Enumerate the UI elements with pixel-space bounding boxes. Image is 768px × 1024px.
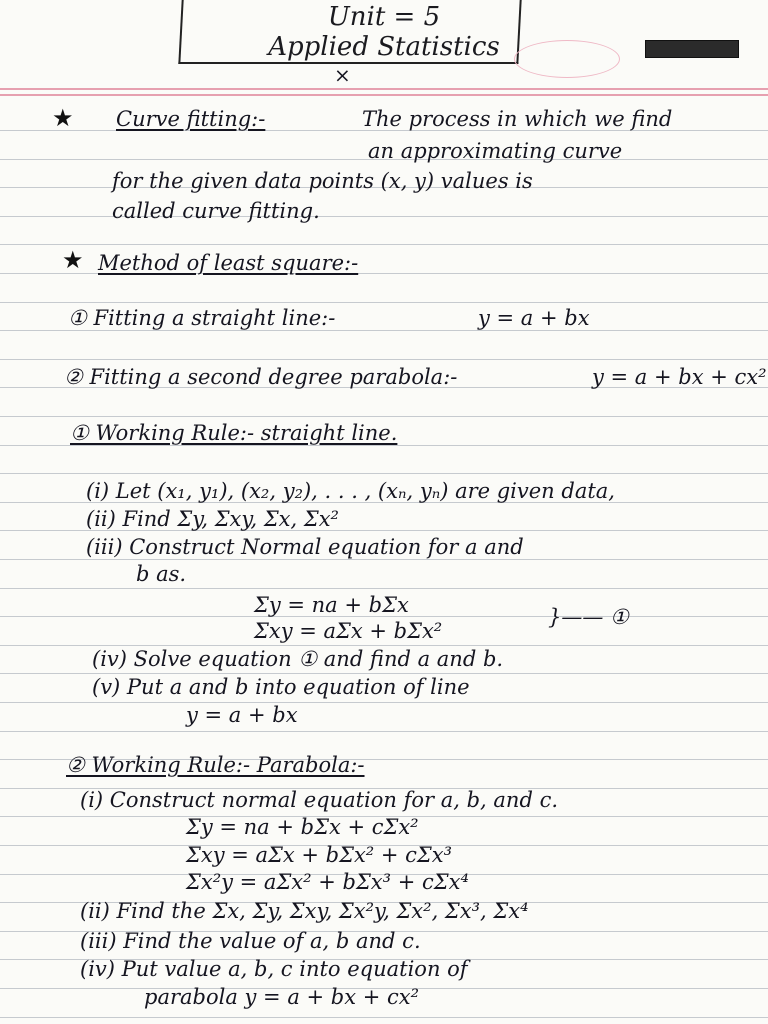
curve-fitting-line2: an approximating curve [368, 139, 623, 163]
curve-fitting-line4: called curve fitting. [112, 199, 320, 223]
method-item1-label: ① Fitting a straight line:- [68, 306, 336, 330]
rule1-step4: (iv) Solve equation ① and find a and b. [92, 647, 504, 671]
rule1-heading: ① Working Rule:- straight line. [70, 421, 398, 445]
margin-line [0, 94, 768, 96]
rule1-step5: (v) Put a and b into equation of line [92, 675, 470, 699]
curve-fitting-line1: The process in which we find [362, 107, 673, 131]
rule2-step4a: (iv) Put value a, b, c into equation of [80, 957, 468, 981]
curve-fitting-line3: for the given data points (x, y) values is [112, 169, 533, 193]
method-item2-label: ② Fitting a second degree parabola:- [64, 365, 458, 389]
ruled-line [0, 1017, 768, 1018]
method-item1-eq: y = a + bx [478, 306, 590, 330]
stamp-mark [514, 40, 620, 78]
ruled-line [0, 588, 768, 589]
rule2-step3: (iii) Find the value of a, b and c. [80, 929, 421, 953]
redacted-stamp [645, 40, 739, 58]
ruled-line [0, 473, 768, 474]
rule1-eq-ref: }—— ① [548, 605, 629, 629]
rule2-step4b: parabola y = a + bx + cx² [144, 985, 420, 1009]
method-item2-eq: y = a + bx + cx² [592, 365, 767, 389]
unit-title: Unit = 5 [327, 2, 441, 32]
rule2-eq3: Σx²y = aΣx² + bΣx³ + cΣx⁴ [186, 870, 469, 894]
margin-line [0, 88, 768, 90]
ruled-line [0, 359, 768, 360]
rule2-step1: (i) Construct normal equation for a, b, and c. [80, 788, 559, 812]
method-heading: Method of least square:- [98, 251, 359, 275]
rule2-heading: ② Working Rule:- Parabola:- [66, 753, 365, 777]
ruled-line [0, 702, 768, 703]
star-icon: ★ [52, 104, 74, 132]
star-icon: ★ [62, 246, 84, 274]
ruled-line [0, 416, 768, 417]
rule2-eq2: Σxy = aΣx + bΣx² + cΣx³ [186, 843, 453, 867]
subject-title: Applied Statistics [268, 32, 500, 62]
ruled-line [0, 302, 768, 303]
rule2-step2: (ii) Find the Σx, Σy, Σxy, Σx²y, Σx², Σx³, Σx⁴ [80, 899, 529, 923]
ruled-line [0, 731, 768, 732]
rule1-step1: (i) Let (x₁, y₁), (x₂, y₂), . . . , (xₙ, yₙ) are given data, [86, 479, 615, 503]
ruled-line [0, 244, 768, 245]
rule1-step3a: (iii) Construct Normal equation for a and [86, 535, 524, 559]
rule1-step2: (ii) Find Σy, Σxy, Σx, Σx² [86, 507, 339, 531]
rule1-eq1: Σy = na + bΣx [254, 593, 409, 617]
rule1-eq2: Σxy = aΣx + bΣx² [254, 619, 443, 643]
rule2-eq1: Σy = na + bΣx + cΣx² [186, 815, 419, 839]
rule1-step3b: b as. [136, 562, 187, 586]
curve-fitting-heading: Curve fitting:- [116, 107, 266, 131]
rule1-line-eq: y = a + bx [186, 703, 298, 727]
cross-mark: × [334, 63, 351, 87]
